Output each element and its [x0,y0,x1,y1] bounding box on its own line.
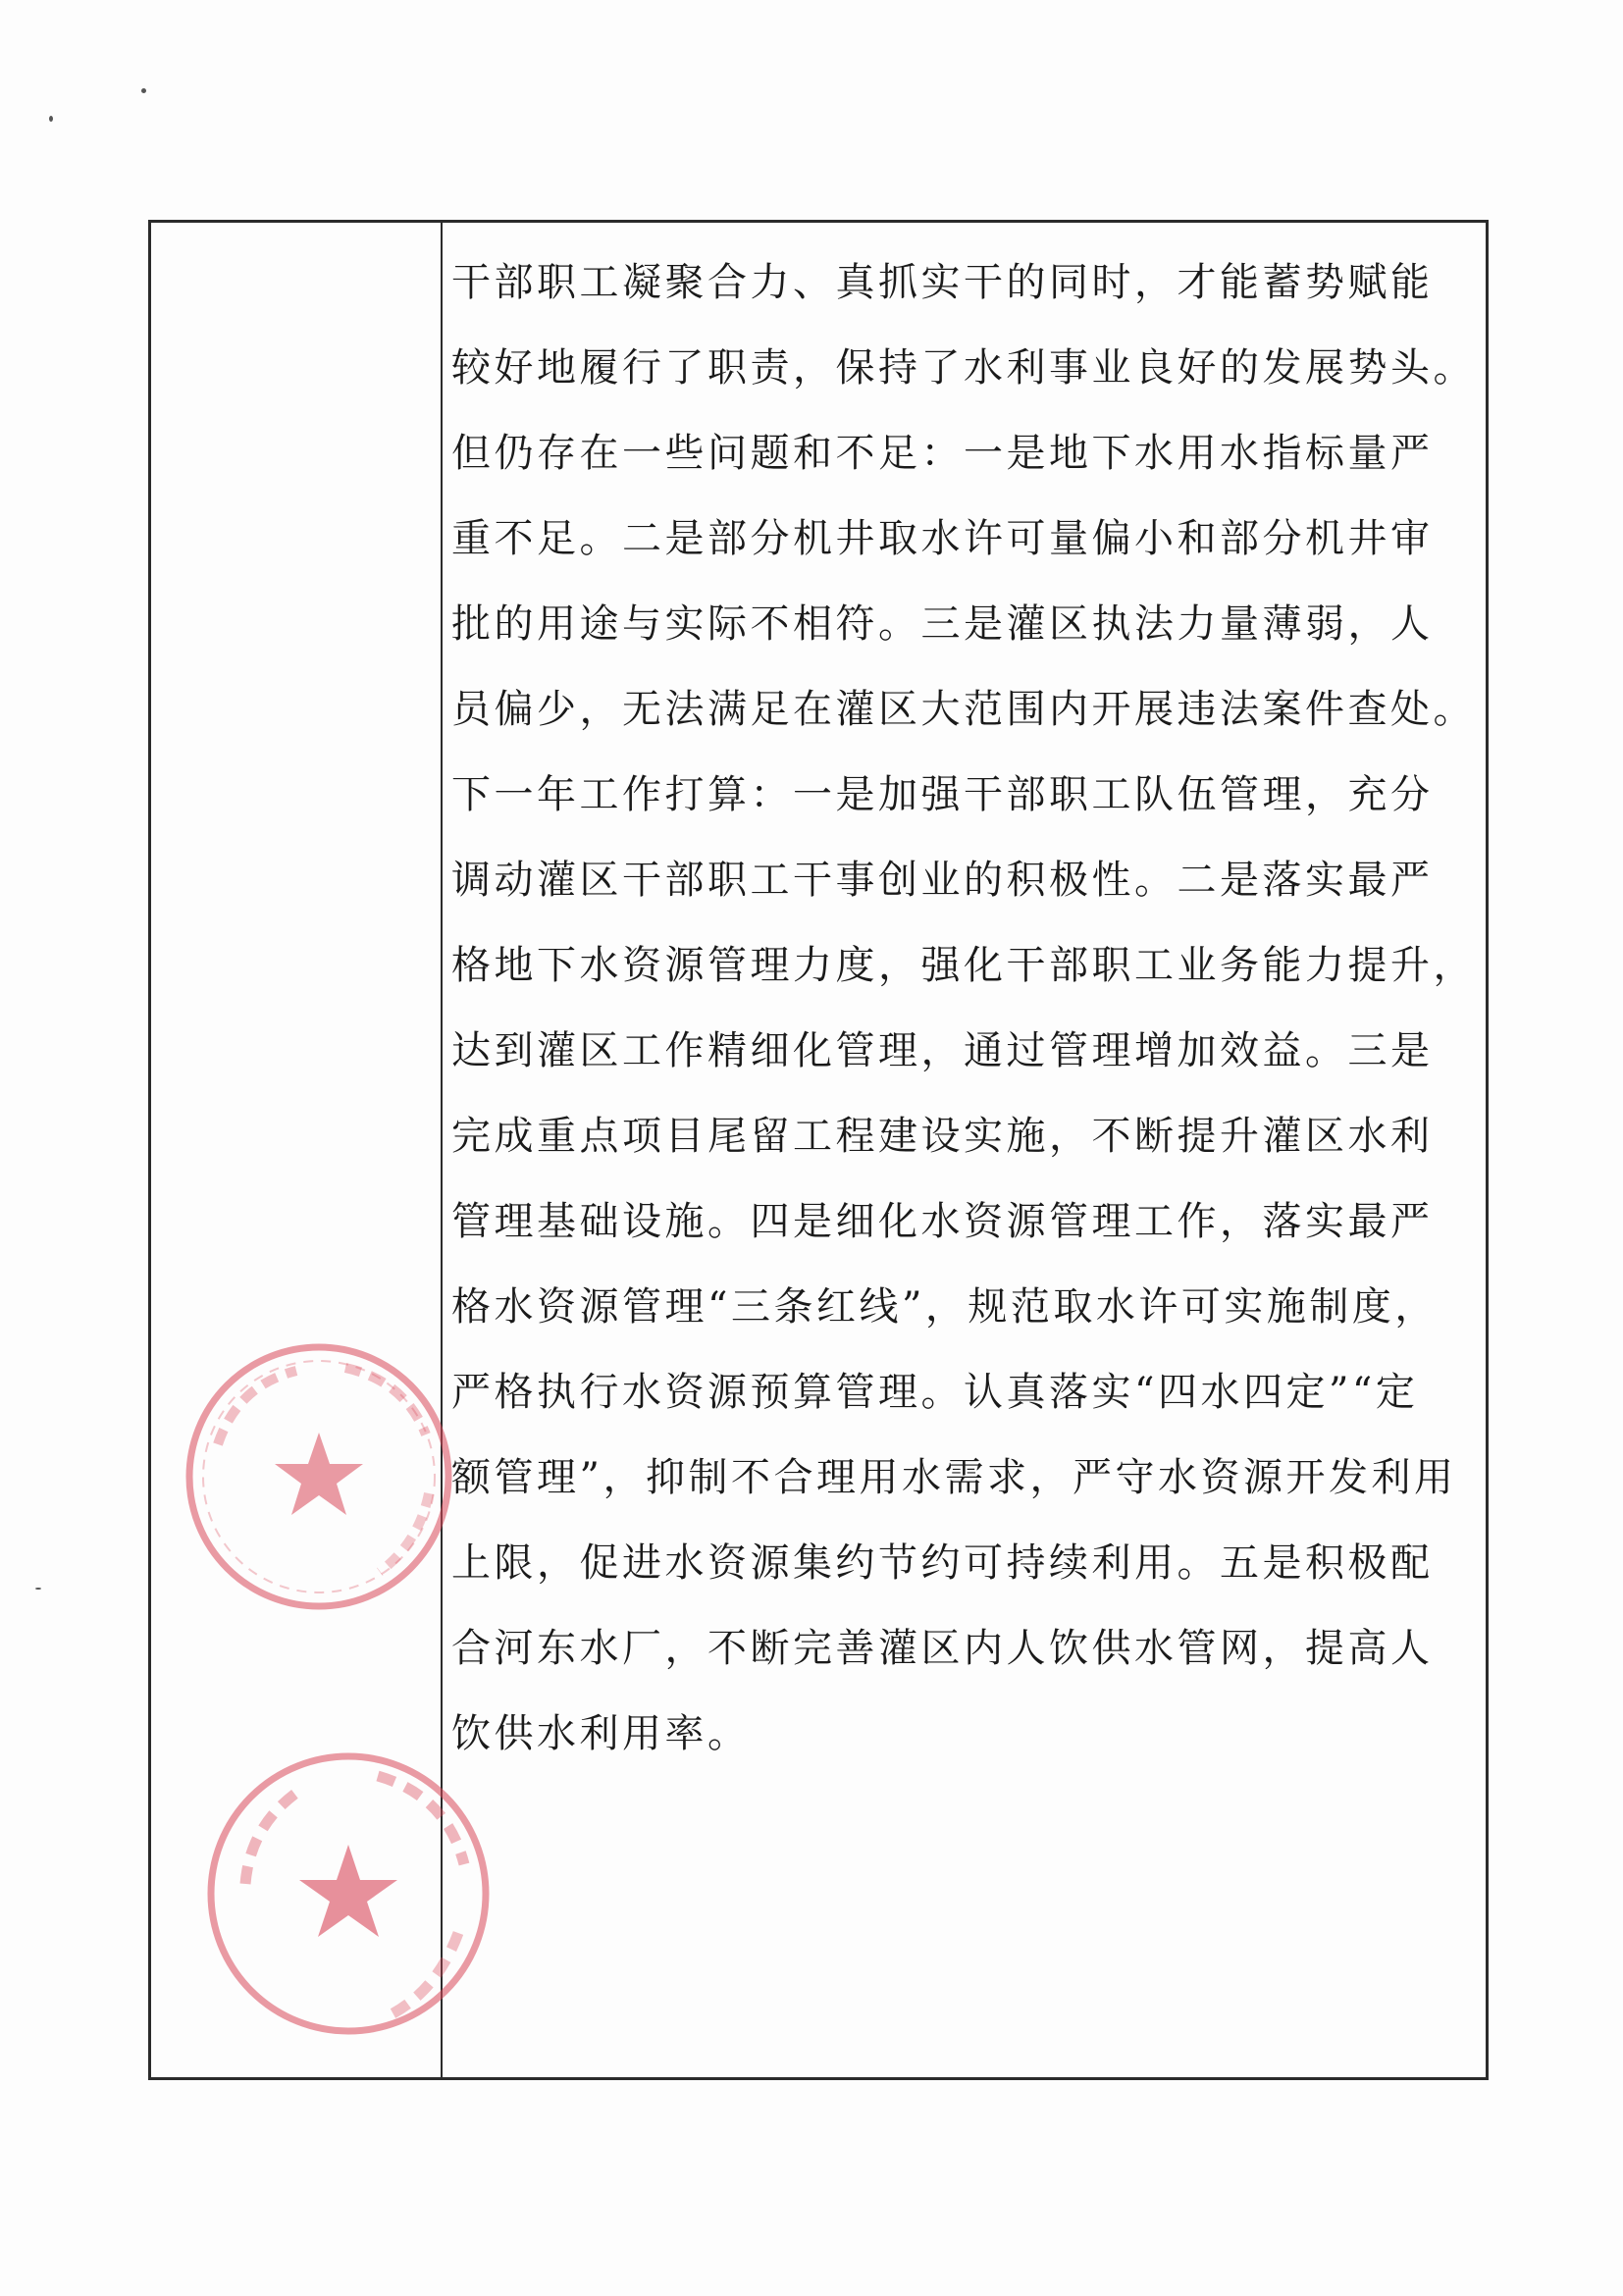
text-line: 合河东水厂，不断完善灌区内人饮供水管网，提高人 [451,1626,1434,1671]
text-line: 管理基础设施。四是细化水资源管理工作，落实最严 [451,1199,1434,1244]
form-label-column [151,223,441,2077]
scan-speck [35,1588,41,1590]
text-line: 下一年工作打算：一是加强干部职工队伍管理，充分 [451,772,1434,817]
text-line: 但仍存在一些问题和不足：一是地下水用水指标量严 [451,431,1434,476]
text-line: 饮供水利用率。 [451,1711,751,1756]
scan-speck [49,116,53,122]
text-line: 重不足。二是部分机井取水许可量偏小和部分机井审 [451,516,1434,561]
text-line: 上限，促进水资源集约节约可持续利用。五是积极配 [451,1540,1434,1586]
text-line: 达到灌区工作精细化管理，通过管理增加效益。三是 [451,1028,1434,1073]
text-line: 额管理”，抑制不合理用水需求，严守水资源开发利用 [451,1455,1457,1500]
column-divider [441,223,443,2077]
text-line: 较好地履行了职责，保持了水利事业良好的发展势头。 [451,345,1476,391]
text-line: 严格执行水资源预算管理。认真落实“四水四定”“定 [451,1370,1419,1415]
text-line: 批的用途与实际不相符。三是灌区执法力量薄弱，人 [451,601,1434,647]
scan-speck [141,88,146,93]
text-line: 调动灌区干部职工干事创业的积极性。二是落实最严 [451,858,1434,903]
text-line: 干部职工凝聚合力、真抓实干的同时，才能蓄势赋能 [451,260,1434,305]
text-line: 格水资源管理“三条红线”，规范取水许可实施制度， [451,1284,1438,1330]
text-line: 格地下水资源管理力度，强化干部职工业务能力提升， [451,943,1476,988]
text-line: 员偏少，无法满足在灌区大范围内开展违法案件查处。 [451,687,1476,732]
form-table [148,220,1489,2080]
text-line: 完成重点项目尾留工程建设实施，不断提升灌区水利 [451,1114,1434,1159]
report-paragraph [451,240,1476,1777]
